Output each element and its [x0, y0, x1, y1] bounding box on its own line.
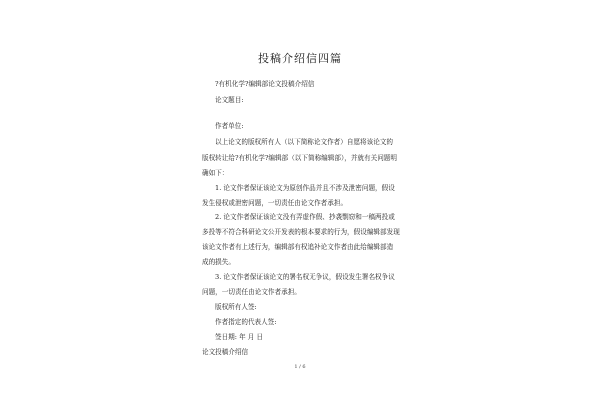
- clause-2-line: 成的损失。: [202, 258, 235, 266]
- clause-1-line: 发生侵权或泄密问题，一切责任由论文作者承担。: [202, 199, 348, 207]
- next-letter-heading: 论文投稿介绍信: [202, 348, 249, 356]
- signature-date: 签日期: 年 月 日: [215, 333, 264, 341]
- clause-1-line: 1. 论文作者保证该论文为原创作品并且不涉及泄密问题，假设: [215, 184, 395, 192]
- paper-title-field: 论文题目:: [215, 96, 244, 104]
- page-number: 1 / 6: [294, 364, 306, 370]
- body-paragraph-line: 确如下：: [202, 169, 229, 177]
- letter-heading: ?有机化学?编辑部论文投稿介绍信: [215, 80, 315, 88]
- clause-2-line: 2. 论文作者保证该论文没有弄虚作假、抄袭剽窃和一稿两投或: [215, 213, 395, 221]
- clause-2-line: 该论文作者有上述行为，编辑部有权追补论文作者由此给编辑部造: [202, 243, 394, 251]
- copyright-owner-signature: 版权所有人签:: [215, 303, 257, 311]
- clause-2-line: 多投等不符合科研论文公开发表的根本要求的行为，假设编辑部发现: [202, 228, 400, 236]
- body-paragraph-line: 以上论文的版权所有人（以下简称论文作者）自愿将该论文的: [215, 138, 394, 146]
- author-unit-field: 作者单位:: [215, 122, 244, 130]
- clause-3-line: 3. 论文作者保证该论文的署名权无争议，假设发生署名权争议: [215, 273, 395, 281]
- body-paragraph-line: 版权转让给?有机化学?编辑部（以下简称编辑部），并就有关问题明: [202, 154, 397, 162]
- representative-signature: 作者指定的代表人签:: [215, 318, 277, 326]
- clause-3-line: 问题，一切责任由论文作者承担。: [202, 288, 301, 296]
- document-title: 投稿介绍信四篇: [258, 52, 342, 65]
